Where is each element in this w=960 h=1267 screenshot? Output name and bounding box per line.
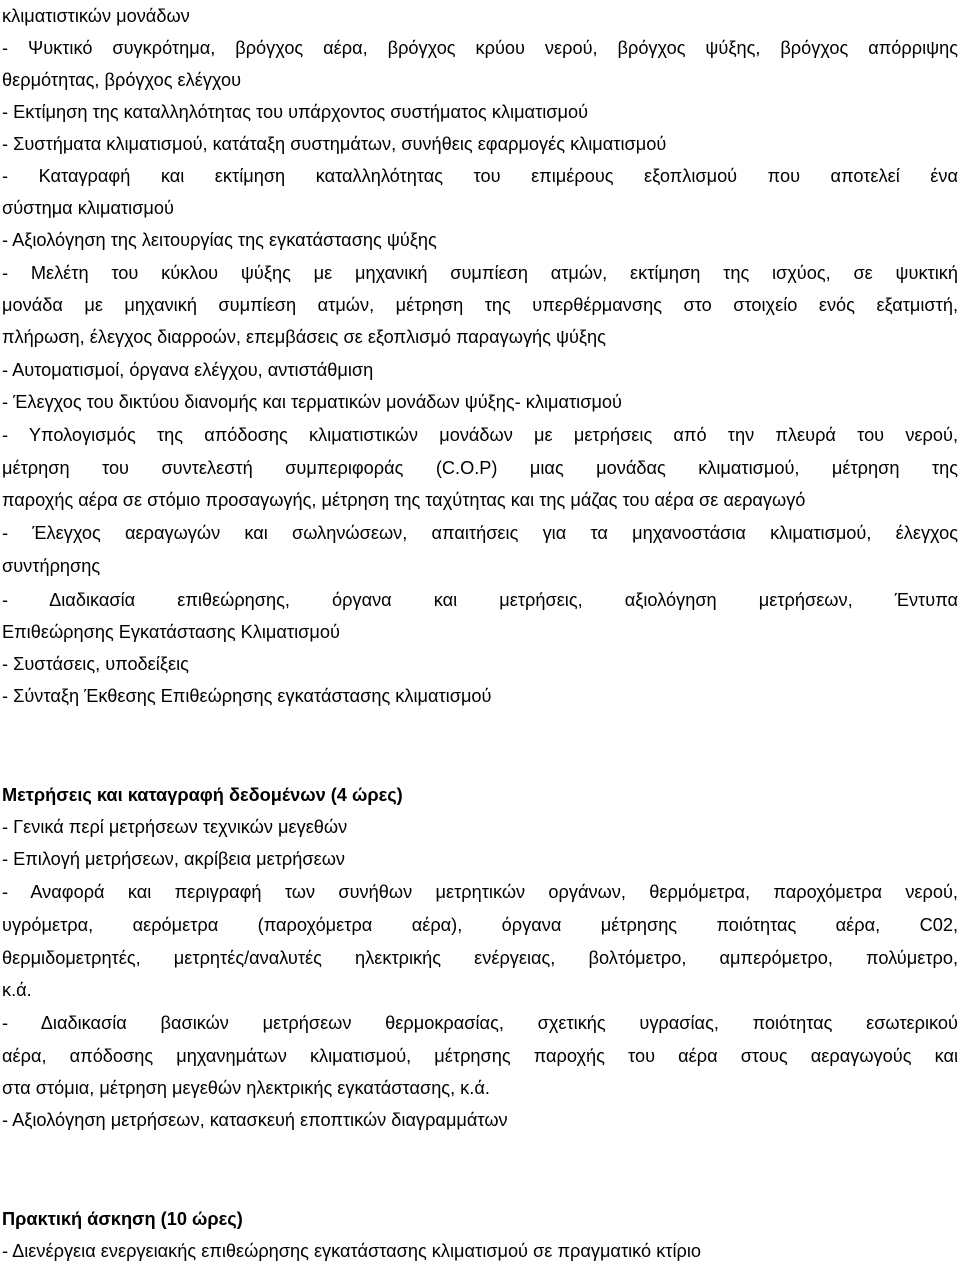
text-line: συντήρησης	[2, 556, 101, 576]
text-line: αέρα, απόδοσης μηχανημάτων κλιματισμού, μέτρησης παροχής του αέρα στους αεραγωγούς και	[2, 1046, 958, 1066]
text-line: υγρόμετρα, αερόμετρα (παροχόμετρα αέρα), όργανα μέτρησης ποιότητας αέρα, C02,	[2, 915, 958, 935]
text-line: - Διενέργεια ενεργειακής επιθεώρησης εγκατάστασης κλιματισμού σε πραγματικό κτίριο	[2, 1241, 702, 1261]
text-line: σύστημα κλιματισμού	[2, 198, 174, 218]
text-line: παροχής αέρα σε στόμιο προσαγωγής, μέτρηση της ταχύτητας και της μάζας του αέρα σε αεραγωγό	[2, 490, 806, 510]
text-line: στα στόμια, μέτρηση μεγεθών ηλεκτρικής εγκατάστασης, κ.ά.	[2, 1078, 490, 1098]
text-line: - Έλεγχος του δικτύου διανομής και τερματικών μονάδων ψύξης- κλιματισμού	[2, 392, 622, 412]
text-line: - Συστάσεις, υποδείξεις	[2, 654, 189, 674]
text-line: Επιθεώρησης Εγκατάστασης Κλιματισμού	[2, 622, 340, 642]
text-line: - Συστήματα κλιματισμού, κατάταξη συστημάτων, συνήθεις εφαρμογές κλιματισμού	[2, 134, 667, 154]
text-line: - Διαδικασία επιθεώρησης, όργανα και μετρήσεις, αξιολόγηση μετρήσεων, Έντυπα	[2, 590, 958, 610]
text-line: - Υπολογισμός της απόδοσης κλιματιστικών μονάδων με μετρήσεις από την πλευρά του νερού,	[2, 425, 958, 445]
text-line: μέτρηση του συντελεστή συμπεριφοράς (C.O.P) μιας μονάδας κλιματισμού, μέτρηση της	[2, 458, 958, 478]
text-line: - Σύνταξη Έκθεσης Επιθεώρησης εγκατάστασης κλιματισμού	[2, 686, 492, 706]
text-line: μονάδα με μηχανική συμπίεση ατμών, μέτρηση της υπερθέρμανσης στο στοιχείο ενός εξατμιστή,	[2, 295, 958, 315]
text-line: - Μελέτη του κύκλου ψύξης με μηχανική συμπίεση ατμών, εκτίμηση της ισχύος, σε ψυκτική	[2, 263, 958, 283]
text-line: θερμιδομετρητές, μετρητές/αναλυτές ηλεκτρικής ενέργειας, βολτόμετρο, αμπερόμετρο, πολύμετρο,	[2, 948, 958, 968]
text-line: - Γενικά περί μετρήσεων τεχνικών μεγεθών	[2, 817, 348, 837]
text-line: κ.ά.	[2, 980, 32, 1000]
section-heading-measurements: Μετρήσεις και καταγραφή δεδομένων (4 ώρες)	[2, 785, 403, 805]
text-line: πλήρωση, έλεγχος διαρροών, επεμβάσεις σε εξοπλισμό παραγωγής ψύξης	[2, 327, 606, 347]
text-line: - Διαδικασία βασικών μετρήσεων θερμοκρασίας, σχετικής υγρασίας, ποιότητας εσωτερικού	[2, 1013, 958, 1033]
text-line: - Αναφορά και περιγραφή των συνήθων μετρητικών οργάνων, θερμόμετρα, παροχόμετρα νερού,	[2, 882, 958, 902]
text-line: - Καταγραφή και εκτίμηση καταλληλότητας του επιμέρους εξοπλισμού που αποτελεί ένα	[2, 166, 958, 186]
text-line: - Έλεγχος αεραγωγών και σωληνώσεων, απαιτήσεις για τα μηχανοστάσια κλιματισμού, έλεγχος	[2, 523, 958, 543]
text-line: - Αξιολόγηση της λειτουργίας της εγκατάστασης ψύξης	[2, 230, 437, 250]
text-line: κλιματιστικών μονάδων	[2, 6, 190, 26]
section-heading-practice: Πρακτική άσκηση (10 ώρες)	[2, 1209, 243, 1229]
text-line: - Αυτοματισμοί, όργανα ελέγχου, αντιστάθμιση	[2, 360, 374, 380]
text-line: - Αξιολόγηση μετρήσεων, κατασκευή εποπτικών διαγραμμάτων	[2, 1110, 508, 1130]
text-line: - Ψυκτικό συγκρότημα, βρόγχος αέρα, βρόγχος κρύου νερού, βρόγχος ψύξης, βρόγχος απόρριψης	[2, 38, 958, 58]
text-line: θερμότητας, βρόγχος ελέγχου	[2, 70, 242, 90]
text-line: - Εκτίμηση της καταλληλότητας του υπάρχοντος συστήματος κλιματισμού	[2, 102, 589, 122]
text-line: - Επιλογή μετρήσεων, ακρίβεια μετρήσεων	[2, 849, 346, 869]
